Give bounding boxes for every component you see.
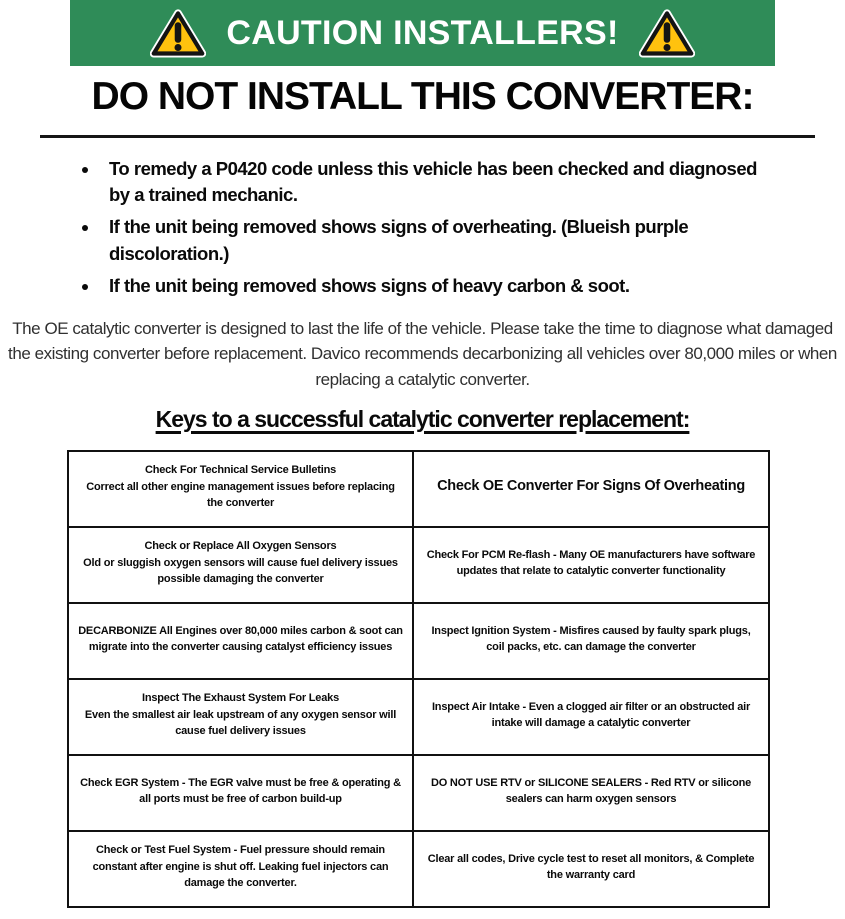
warning-item: • If the unit being removed shows signs of heavy carbon & soot. (100, 273, 774, 300)
warning-triangle-icon (150, 8, 206, 58)
table-cell-text: Inspect Ignition System - Misfires caused by faulty spark plugs, coil packs, etc. can damage the converter (431, 624, 751, 654)
headline: DO NOT INSTALL THIS CONVERTER: (91, 75, 754, 118)
table-cell (413, 451, 769, 527)
table-cell (413, 755, 769, 831)
warning-item: • To remedy a P0420 code unless this vehicle has been checked and diagnosed by a trained mechanic. (100, 156, 774, 210)
keys-table (67, 450, 770, 908)
table-cell-text: Inspect The Exhaust System For Leaks (142, 692, 339, 705)
warning-item: • If the unit being removed shows signs of overheating. (Blueish purple discoloration.) (100, 214, 774, 268)
table-cell (68, 755, 413, 831)
table-cell (413, 831, 769, 907)
table-cell (413, 527, 769, 603)
table-cell-text: Check EGR System - The EGR valve must be free & operating & all ports must be free of carbon build-up (80, 776, 401, 806)
table-cell (413, 603, 769, 679)
table-cell (68, 679, 413, 755)
table-cell-text: Check For PCM Re-flash - Many OE manufacturers have software updates that relate to catalytic converter functionality (426, 548, 756, 578)
banner-title: CAUTION INSTALLERS! (226, 13, 619, 52)
table-row (68, 603, 769, 679)
table-cell-text: Check or Test Fuel System - Fuel pressure should remain constant after engine is shut off. Leaking fuel injectors can damage the converter. (92, 844, 389, 890)
table-cell (68, 527, 413, 603)
table-cell (413, 679, 769, 755)
table-cell-text: Clear all codes, Drive cycle test to reset all monitors, & Complete the warranty card (427, 852, 755, 882)
table-cell-text: Check OE Converter For Signs Of Overheating (437, 478, 745, 495)
table-row (68, 451, 769, 527)
warning-list (84, 156, 774, 300)
table-cell (68, 603, 413, 679)
table-cell-text: Inspect Air Intake - Even a clogged air filter or an obstructed air intake will damage a catalytic converter (431, 700, 751, 730)
advisory-paragraph: The OE catalytic converter is designed to last the life of the vehicle. Please take the time to diagnose what damaged the existing converter before replacement. Davico recommends decarbonizing all vehicles over 80,000 miles or when replacing a catalytic converter. (8, 318, 837, 389)
table-cell-text: Check For Technical Service Bulletins (144, 464, 337, 477)
table-cell-text: Correct all other engine management issues before replacing the converter (86, 480, 395, 510)
table-cell (68, 831, 413, 907)
table-cell-text: Even the smallest air leak upstream of any oxygen sensor will cause fuel delivery issues (84, 708, 397, 738)
table-row (68, 527, 769, 603)
divider-line (40, 135, 815, 138)
warning-triangle-icon (639, 8, 695, 58)
table-row (68, 679, 769, 755)
table-row (68, 755, 769, 831)
table-row (68, 831, 769, 907)
table-cell-text: DO NOT USE RTV or SILICONE SEALERS - Red RTV or silicone sealers can harm oxygen sensors (430, 776, 752, 806)
table-cell-text: DECARBONIZE All Engines over 80,000 miles carbon & soot can migrate into the converter causing catalyst efficiency issues (78, 624, 403, 654)
table-cell-text: Check or Replace All Oxygen Sensors (144, 540, 337, 553)
table-cell (68, 451, 413, 527)
table-cell-text: Old or sluggish oxygen sensors will cause fuel delivery issues possible damaging the converter (83, 556, 398, 586)
keys-heading: Keys to a successful catalytic converter replacement: (155, 406, 690, 433)
caution-banner (70, 0, 775, 66)
